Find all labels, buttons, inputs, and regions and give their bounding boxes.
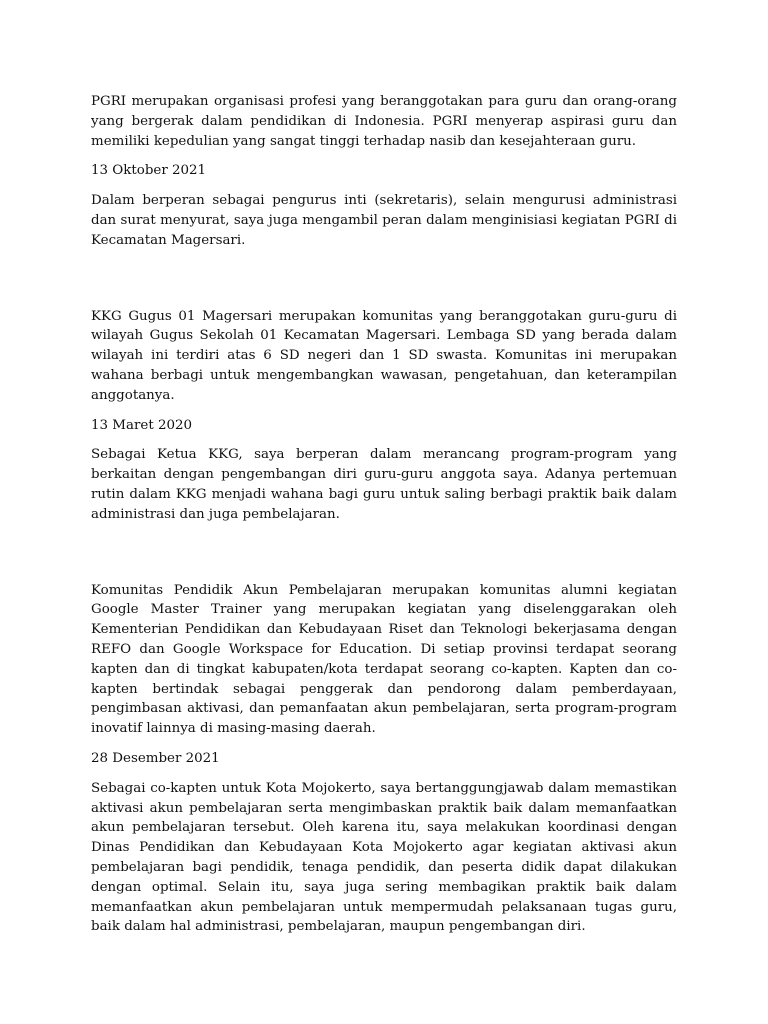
section-description: PGRI merupakan organisasi profesi yang beranggotakan para guru dan orang-orang yang bergerak dalam pendidikan di Indonesia. PGRI menyerap aspirasi guru dan memiliki kepedulian yang sangat tinggi terhadap nasib dan kesejahteraan guru. <box>91 94 677 149</box>
section-description: KKG Gugus 01 Magersari merupakan komunitas yang beranggotakan guru-guru di wilayah Gugus Sekolah 01 Kecamatan Magersari. Lembaga SD yang berada dalam wilayah ini terdiri atas 6 SD negeri dan 1 SD swasta. Komunitas ini merupakan wahana berbagi untuk mengembangkan wawasan, pengetahuan, dan keterampilan anggotanya. <box>91 308 677 403</box>
section-role: Dalam berperan sebagai pengurus inti (sekretaris), selain mengurusi administrasi dan surat menyurat, saya juga mengambil peran dalam menginisiasi kegiatan PGRI di Kecamatan Magersari. <box>91 193 677 248</box>
section-role: Sebagai Ketua KKG, saya berperan dalam merancang program-program yang berkaitan dengan pengembangan diri guru-guru anggota saya. Adanya pertemuan rutin dalam KKG menjadi wahana bagi guru untuk saling berbagi praktik baik dalam administrasi dan juga pembelajaran. <box>91 447 677 522</box>
section-role: Sebagai co-kapten untuk Kota Mojokerto, saya bertanggungjawab dalam memastikan aktivasi akun pembelajaran serta mengimbaskan praktik baik dalam memanfaatkan akun pembelajaran tersebut. Oleh karena itu, saya melakukan koordinasi dengan Dinas Pendidikan dan Kebudayaan Kota Mojokerto agar kegiatan aktivasi akun pembelajaran bagi pendidik, tenaga pendidik, dan peserta didik dapat dilakukan dengan optimal. Selain itu, saya juga sering membagikan praktik baik dalam memanfaatkan akun pembelajaran untuk mempermudah pelaksanaan tugas guru, baik dalam hal administrasi, pembelajaran, maupun pengembangan diri. <box>91 780 677 935</box>
section-date: 13 Oktober 2021 <box>91 163 207 179</box>
section-description: Komunitas Pendidik Akun Pembelajaran merupakan komunitas alumni kegiatan Google Master Trainer yang merupakan kegiatan yang diselenggarakan oleh Kementerian Pendidikan dan Kebudayaan Riset dan Teknologi bekerjasama dengan REFO dan Google Workspace for Education. Di setiap provinsi terdapat seorang kapten dan di tingkat kabupaten/kota terdapat seorang co-kapten. Kapten dan co-kapten bertindak sebagai penggerak dan pendorong dalam pemberdayaan, pengimbasan aktivasi, dan pemanfaatan akun pembelajaran, serta program-program inovatif lainnya di masing-masing daerah. <box>91 582 677 737</box>
section-pgri <box>91 92 677 251</box>
section-komunitas-pendidik <box>91 581 677 938</box>
section-date: 13 Maret 2020 <box>91 417 193 433</box>
section-date: 28 Desember 2021 <box>91 750 220 766</box>
section-kkg <box>91 307 677 525</box>
